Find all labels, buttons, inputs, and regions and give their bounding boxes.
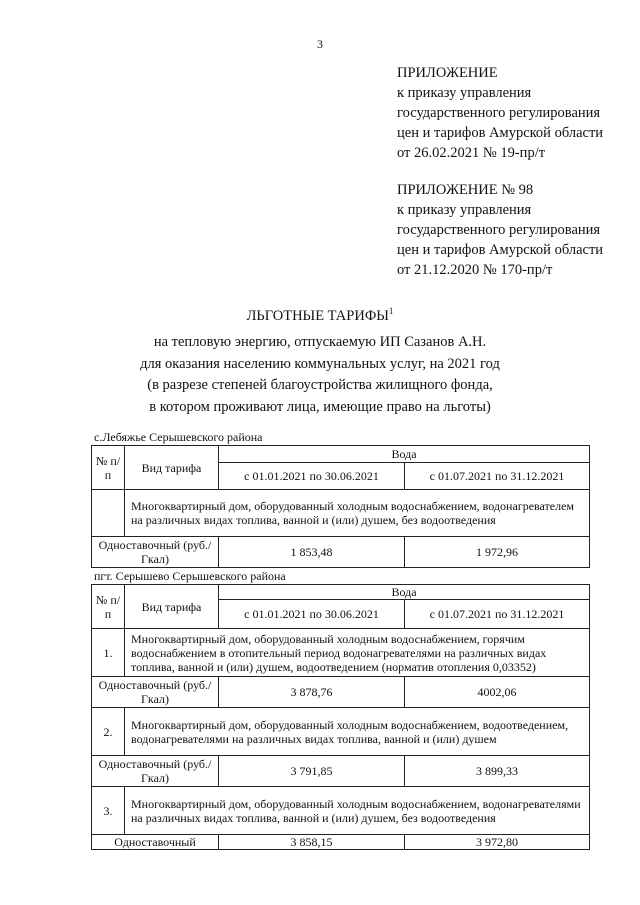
tariff-value-2: 3 972,80 — [405, 835, 590, 850]
appendix-title: ПРИЛОЖЕНИЕ — [397, 65, 498, 81]
appendix-line: от 21.12.2020 № 170-пр/т — [397, 262, 553, 278]
tariff-label: Одноставочный (руб./Гкал) — [92, 756, 219, 787]
appendix-line: государственного регулирования — [397, 222, 601, 238]
tariff-value-2: 4002,06 — [405, 677, 590, 708]
row-description: Многоквартирный дом, оборудованный холодным водоснабжением, водонагревателем на различных видах топлива, ванной и (или) душем, без водоотведения — [125, 490, 590, 537]
tariff-value-1: 1 853,48 — [219, 537, 405, 568]
footnote-marker: 1 — [388, 306, 394, 316]
row-description: Многоквартирный дом, оборудованный холодным водоснабжением, горячим водоснабжением в отопительный период водонагревателями на различных видах топлива, ванной и (или) душем, водоотведением (норматив отопления 0,03352) — [125, 629, 590, 677]
row-num: 2. — [92, 708, 125, 756]
appendix-title: ПРИЛОЖЕНИЕ № 98 — [397, 182, 534, 198]
tariff-table-2 — [91, 584, 590, 850]
tariff-value-2: 1 972,96 — [405, 537, 590, 568]
appendix-line: государственного регулирования — [397, 105, 601, 121]
header-period-2: с 01.07.2021 по 31.12.2021 — [405, 463, 590, 490]
header-period-1: с 01.01.2021 по 30.06.2021 — [219, 463, 405, 490]
appendix-line: к приказу управления — [397, 202, 532, 218]
tariff-label: Одноставочный (руб./Гкал) — [92, 537, 219, 568]
appendix-line: к приказу управления — [397, 85, 532, 101]
header-num: № п/п — [92, 585, 125, 629]
appendix-block-1 — [397, 63, 603, 163]
subtitle-line: для оказания населению коммунальных услуг, на 2021 год — [140, 355, 500, 372]
tariff-label: Одноставочный — [92, 835, 219, 850]
tariff-value-2: 3 899,33 — [405, 756, 590, 787]
section-location: пгт. Серышево Серышевского района — [94, 569, 286, 583]
tariff-value-1: 3 858,15 — [219, 835, 405, 850]
header-period-2: с 01.07.2021 по 31.12.2021 — [405, 600, 590, 629]
subtitle-line: (в разрезе степеней благоустройства жилищного фонда, — [147, 377, 493, 393]
appendix-line: от 26.02.2021 № 19-пр/т — [397, 145, 546, 161]
header-period-1: с 01.01.2021 по 30.06.2021 — [219, 600, 405, 629]
tariff-label: Одноставочный (руб./Гкал) — [92, 677, 219, 708]
header-tariff-type: Вид тарифа — [125, 585, 219, 629]
row-description: Многоквартирный дом, оборудованный холодным водоснабжением, водоотведением, водонагревателями на различных видах топлива, ванной и (или) душем — [125, 708, 590, 756]
subtitle-line: на тепловую энергию, отпускаемую ИП Сазанов А.Н. — [153, 334, 487, 350]
section-location: с.Лебяжье Серышевского района — [94, 430, 263, 444]
tariff-value-1: 3 878,76 — [219, 677, 405, 708]
document-subtitle — [0, 332, 640, 418]
header-num: № п/п — [92, 446, 125, 490]
header-water: Вода — [219, 585, 590, 600]
appendix-block-2 — [397, 180, 603, 280]
document-title-text: ЛЬГОТНЫЕ ТАРИФЫ — [246, 308, 389, 324]
subtitle-line: в котором проживают лица, имеющие право на льготы) — [149, 398, 491, 415]
row-description: Многоквартирный дом, оборудованный холодным водоснабжением, водонагревателями на различных видах топлива, ванной и (или) душем, без водоотведения — [125, 787, 590, 835]
page-number: 3 — [317, 37, 323, 51]
row-num: 3. — [92, 787, 125, 835]
header-water: Вода — [219, 446, 590, 463]
appendix-line: цен и тарифов Амурской области — [397, 125, 604, 141]
header-tariff-type: Вид тарифа — [125, 446, 219, 490]
row-num: 1. — [92, 629, 125, 677]
tariff-table-1 — [91, 445, 590, 568]
row-num — [92, 490, 125, 537]
tariff-value-1: 3 791,85 — [219, 756, 405, 787]
appendix-line: цен и тарифов Амурской области — [397, 242, 604, 258]
document-title — [0, 308, 640, 325]
